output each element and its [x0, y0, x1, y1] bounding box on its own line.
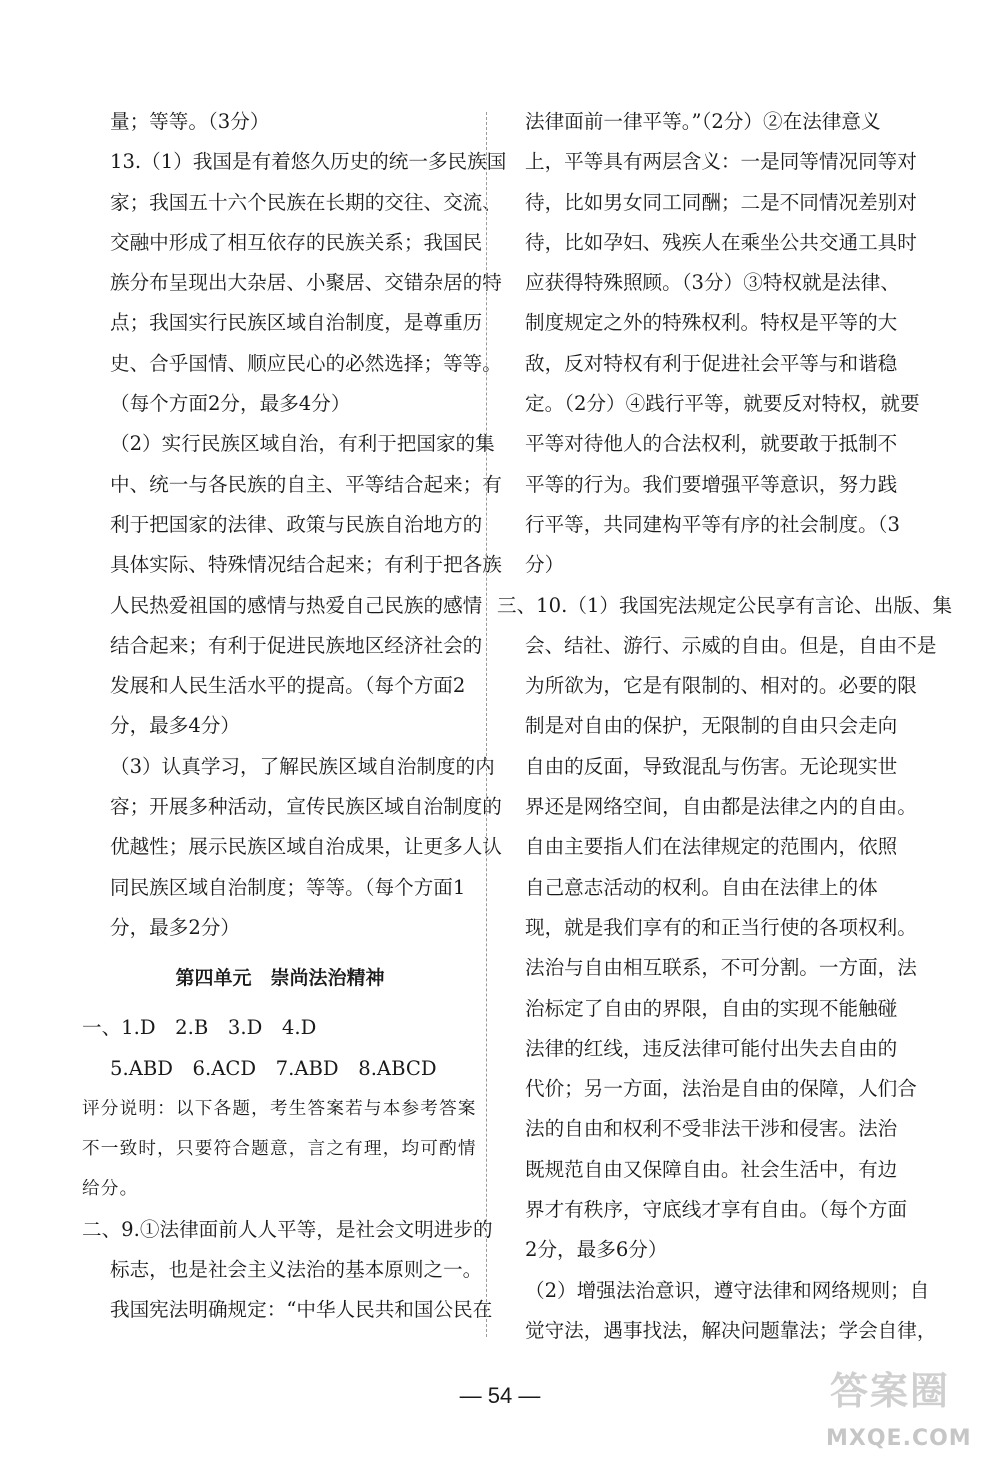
text-line: 族分布呈现出大杂居、小聚居、交错杂居的特: [110, 271, 502, 295]
scoring-note-line: 不一致时，只要符合题意，言之有理，均可酌情: [82, 1139, 477, 1160]
text-line: 具体实际、特殊情况结合起来；有利于把各族: [110, 553, 502, 577]
text-line: 平等的行为。我们要增强平等意识，努力践: [525, 472, 898, 496]
text-line: 待，比如男女同工同酬；二是不同情况差别对: [525, 190, 917, 214]
scoring-note-line: 给分。: [82, 1179, 139, 1200]
text-line: 分，最多4分）: [110, 714, 241, 738]
text-line: 自由主要指人们在法律规定的范围内，依照: [525, 835, 898, 859]
text-line: 二、9.①法律面前人人平等，是社会文明进步的: [82, 1217, 493, 1241]
text-line: 史、合乎国情、顺应民心的必然选择；等等。: [110, 351, 502, 375]
text-line: 2分，最多6分）: [525, 1238, 668, 1262]
text-line: 量；等等。（3分）: [110, 110, 270, 133]
text-line: 敌，反对特权有利于促进社会平等与和谐稳: [525, 351, 898, 375]
text-line: 平等对待他人的合法权利，就要敢于抵制不: [525, 432, 898, 456]
text-line: 容；开展多种活动，宣传民族区域自治制度的: [110, 795, 502, 819]
text-line: 交融中形成了相互依存的民族关系；我国民: [110, 230, 483, 254]
text-line: 会、结社、游行、示威的自由。但是，自由不是: [525, 633, 937, 657]
text-line: 法治与自由相互联系，不可分割。一方面，法: [525, 956, 917, 980]
text-line: 结合起来；有利于促进民族地区经济社会的: [110, 633, 483, 657]
text-line: 同民族区域自治制度；等等。（每个方面1: [110, 875, 466, 899]
column-divider: [486, 112, 487, 1337]
text-line: 既规范自由又保障自由。社会生活中，有边: [525, 1157, 898, 1181]
text-line: 优越性；展示民族区域自治成果，让更多人认: [110, 835, 502, 859]
text-line: 人民热爱祖国的感情与热爱自己民族的感情: [110, 593, 483, 617]
left-column: [82, 102, 507, 1331]
text-line: （2）增强法治意识，遵守法律和网络规则；自: [525, 1278, 930, 1302]
text-line: 分，最多2分）: [110, 915, 241, 939]
text-line: 一、1.D 2.B 3.D 4.D: [82, 1016, 317, 1040]
text-line: （2）实行民族区域自治，有利于把国家的集: [110, 432, 495, 456]
text-line: 自己意志活动的权利。自由在法律上的体: [525, 875, 878, 899]
text-line: 现，就是我们享有的和正当行使的各项权利。: [525, 915, 917, 939]
watermark-logo: [826, 1356, 996, 1464]
text-line: 13.（1）我国是有着悠久历史的统一多民族国: [110, 150, 507, 174]
text-line: 界还是网络空间，自由都是法律之内的自由。: [525, 795, 917, 819]
text-line: 自由的反面，导致混乱与伤害。无论现实世: [525, 754, 898, 778]
text-line: 法律的红线，违反法律可能付出失去自由的: [525, 1036, 898, 1060]
text-line: 应获得特殊照顾。（3分）③特权就是法律、: [525, 271, 900, 295]
text-line: 我国宪法明确规定：“中华人民共和国公民在: [110, 1298, 493, 1322]
text-line: 分）: [525, 553, 565, 577]
text-line: 法律面前一律平等。”（2分）②在法律意义: [525, 110, 881, 133]
text-line: 点；我国实行民族区域自治制度，是尊重历: [110, 311, 483, 335]
text-line: 5.ABD 6.ACD 7.ABD 8.ABCD: [110, 1056, 437, 1080]
text-line: 中、统一与各民族的自主、平等结合起来；有: [110, 472, 502, 496]
text-line: 三、10.（1）我国宪法规定公民享有言论、出版、集: [497, 593, 953, 617]
text-line: 行平等，共同建构平等有序的社会制度。（3: [525, 512, 900, 536]
text-line: 标志，也是社会主义法治的基本原则之一。: [110, 1258, 483, 1282]
text-line: 制是对自由的保护，无限制的自由只会走向: [525, 714, 898, 738]
section-heading: 第四单元 崇尚法治精神: [175, 967, 385, 990]
text-line: 治标定了自由的界限，自由的实现不能触碰: [525, 996, 898, 1020]
text-line: 上，平等具有两层含义：一是同等情况同等对: [525, 150, 917, 174]
page-number: — 54 —: [459, 1383, 541, 1408]
text-line: 利于把国家的法律、政策与民族自治地方的: [110, 512, 483, 536]
text-line: 定。（2分）④践行平等，就要反对特权，就要: [525, 392, 920, 416]
text-line: 觉守法，遇事找法，解决问题靠法；学会自律，: [525, 1318, 937, 1342]
scoring-note-line: 评分说明：以下各题，考生答案若与本参考答案: [82, 1098, 477, 1119]
text-line: 家；我国五十六个民族在长期的交往、交流、: [110, 190, 502, 214]
text-line: 制度规定之外的特殊权利。特权是平等的大: [525, 311, 898, 335]
text-line: 发展和人民生活水平的提高。（每个方面2: [110, 674, 466, 698]
text-line: 待，比如孕妇、残疾人在乘坐公共交通工具时: [525, 230, 917, 254]
text-line: 法的自由和权利不受非法干涉和侵害。法治: [525, 1117, 898, 1141]
text-line: 界才有秩序，守底线才享有自由。（每个方面: [525, 1198, 908, 1222]
text-line: 为所欲为，它是有限制的、相对的。必要的限: [525, 674, 917, 698]
text-line: （3）认真学习，了解民族区域自治制度的内: [110, 754, 495, 778]
text-line: （每个方面2分，最多4分）: [110, 392, 351, 416]
watermark-top-text: 答案圈: [830, 1369, 951, 1413]
right-column: [497, 102, 953, 1351]
watermark-url-text: MXQE.COM: [826, 1426, 972, 1451]
text-line: 代价；另一方面，法治是自由的保障，人们合: [525, 1077, 917, 1101]
